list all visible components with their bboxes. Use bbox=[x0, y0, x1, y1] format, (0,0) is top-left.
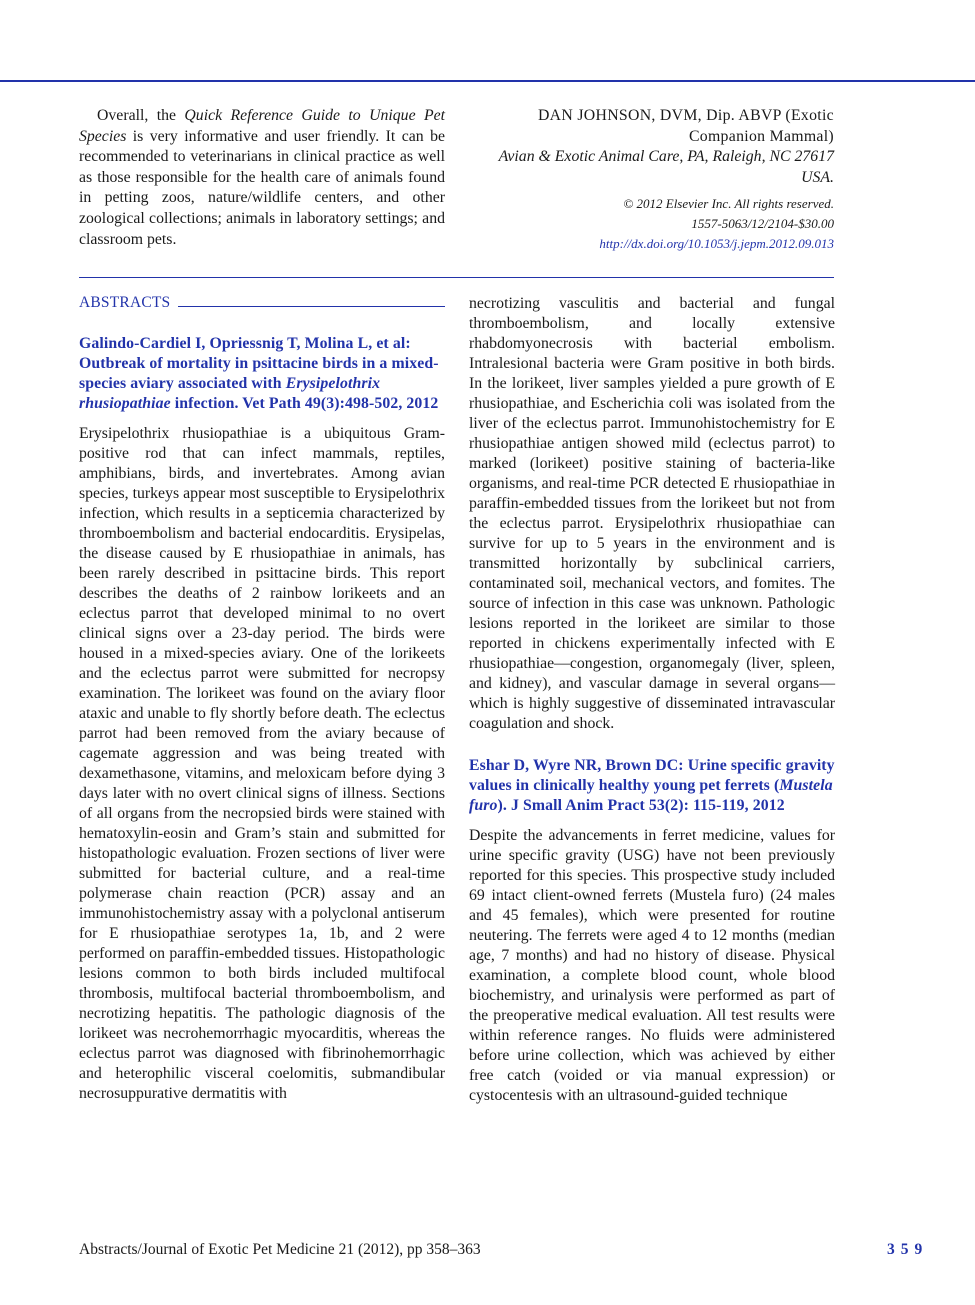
right-column bbox=[469, 294, 835, 1106]
abstract2-body: Despite the advancements in ferret medicine, values for urine specific gravity (USG) have not been previously reported for this species. This prospective study included 69 intact client-owned ferrets (Mustela furo) (24 males and 45 females), which were presented for routine neutering. The ferrets were aged 4 to 12 months (median age, 7 months) and had no history of disease. Physical examination, a complete blood count, whole blood biochemistry, and urinalysis were performed as part of the preoperative medical evaluation. All test results were within reference ranges. No fluids were administered before urine collection, which was achieved by either free catch (voided or via manual expression) or cystocentesis with an ultrasound-guided technique bbox=[469, 827, 835, 1104]
abstract2-citation bbox=[469, 756, 835, 816]
section-header bbox=[79, 294, 445, 312]
journal-citation: Abstracts/Journal of Exotic Pet Medicine 21 (2012), pp 358–363 bbox=[79, 1241, 481, 1258]
book-title: Quick Reference Guide to Unique Pet Species bbox=[79, 107, 446, 145]
reviewer-affiliation: Avian & Exotic Animal Care, PA, Raleigh, NC 27617 USA. bbox=[498, 148, 834, 186]
abstract1-citation-text: Galindo-Cardiel I, Opriessnig T, Molina L, et al: Outbreak of mortality in psittacine birds in a mixed-species aviary associated with bbox=[79, 335, 439, 392]
abstract1-citation bbox=[79, 334, 445, 414]
abstract1-body-left: Erysipelothrix rhusiopathiae is a ubiquitous Gram-positive rod that can infect mammals, reptiles, amphibians, birds, and invertebrates. Among avian species, turkeys appear most susceptible to Erysipelothrix infection, which results in a septicemia characterized by thromboembolism and bacterial endocarditis. Erysipelas, the disease caused by E rhusiopathiae in animals, has been rarely described in psittacine birds. This report describes the deaths of 2 rainbow lorikeets and an eclectus parrot that developed minimal to no overt clinical signs over a 23-day period. The birds were housed in a mixed-species aviary. One of the lorikeets and the eclectus parrot were submitted for necropsy examination. The lorikeet was found on the aviary floor ataxic and unable to fly shortly before death. The eclectus parrot had been removed from the aviary because of cagemate aggression and was being treated with dexamethasone, vitamins, and meloxicam before dying 3 days later with no overt clinical signs of illness. Sections of all organs from the necropsied birds were stained with hematoxylin-eosin and Gram’s stain and submitted for histopathologic evaluation. Frozen sections of liver were submitted for bacterial culture, and a real-time polymerase chain reaction (PCR) assay and an immunohistochemistry assay with a polyclonal antiserum for E rhusiopathiae serotypes 1a, 1b, and 2 were performed on paraffin-embedded tissues. Histopathologic lesions common to both birds included multifocal thrombosis, multifocal bacterial thromboembolism, and necrotizing hepatitis. The pathologic diagnosis of the lorikeet was necrohemorrhagic myocarditis, whereas the eclectus parrot was diagnosed with fibrinohemorrhagic and heterophilic visceral coelomitis, submandibular necrosuppurative dermatitis with bbox=[79, 425, 445, 1102]
abstract2-citation-source: ). J Small Anim Pract 53(2): 115-119, 2012 bbox=[497, 797, 785, 814]
section-title-rule bbox=[178, 306, 445, 307]
top-rule bbox=[0, 80, 975, 82]
issn-line: 1557-5063/12/2104-$30.00 bbox=[691, 216, 834, 232]
left-column bbox=[79, 294, 445, 1104]
review-signature bbox=[470, 106, 834, 254]
abstract2-citation-species: Mustela furo bbox=[469, 777, 833, 814]
abstract2-citation-text: Eshar D, Wyre NR, Brown DC: Urine specific gravity values in clinically healthy young pet ferrets ( bbox=[469, 757, 835, 794]
review-text-start: Overall, the bbox=[97, 107, 185, 124]
page-number: 359 bbox=[887, 1241, 929, 1258]
review-text-end: is very informative and user friendly. It can be recommended to veterinarians in clinical practice as well as those responsible for the health care of animals found in petting zoos, nature/wildlife centers, and other zoological collections; animals in laboratory settings; and classroom pets. bbox=[79, 127, 445, 248]
abstract1-body-right: necrotizing vasculitis and bacterial and fungal thromboembolism, and locally extensive rhabdomyonecrosis with bacterial embolism. Intralesional bacteria were Gram positive in both birds. In the lorikeet, liver samples yielded a pure growth of E rhusiopathiae, and Escherichia coli was isolated from the liver of the eclectus parrot. Immunohistochemistry for E rhusiopathiae antigen showed mild (eclectus parrot) to marked (lorikeet) positive staining of bacteria-like organisms, and real-time PCR detected E rhusiopathiae in paraffin-embedded tissues from the lorikeet but not from the eclectus parrot. Erysipelothrix rhusiopathiae can survive for up to 5 years in the environment and is transmitted horizontally by subclinical carriers, contaminated soil, mechanical vectors, and fomites. The source of infection in this case was unknown. Pathologic lesions reported in the lorikeet are similar to those reported in chickens experimentally infected with E rhusiopathiae—congestion, organomegaly (liver, spleen, and kidney), and vascular damage in several organs—which is highly suggestive of disseminated intravascular coagulation and shock. bbox=[469, 295, 835, 732]
review-closing-paragraph bbox=[79, 106, 445, 250]
abstract1-citation-species: Erysipelothrix rhusiopathiae bbox=[79, 375, 381, 412]
reviewer-name: DAN JOHNSON, DVM, Dip. ABVP (Exotic Companion Mammal) bbox=[537, 107, 834, 145]
copyright-line: © 2012 Elsevier Inc. All rights reserved. bbox=[623, 196, 834, 212]
abstract1-citation-source: infection. Vet Path 49(3):498-502, 2012 bbox=[170, 395, 439, 412]
section-title: ABSTRACTS bbox=[79, 294, 171, 311]
doi-link[interactable]: http://dx.doi.org/10.1053/j.jepm.2012.09.013 bbox=[599, 236, 834, 252]
section-divider bbox=[79, 277, 834, 278]
